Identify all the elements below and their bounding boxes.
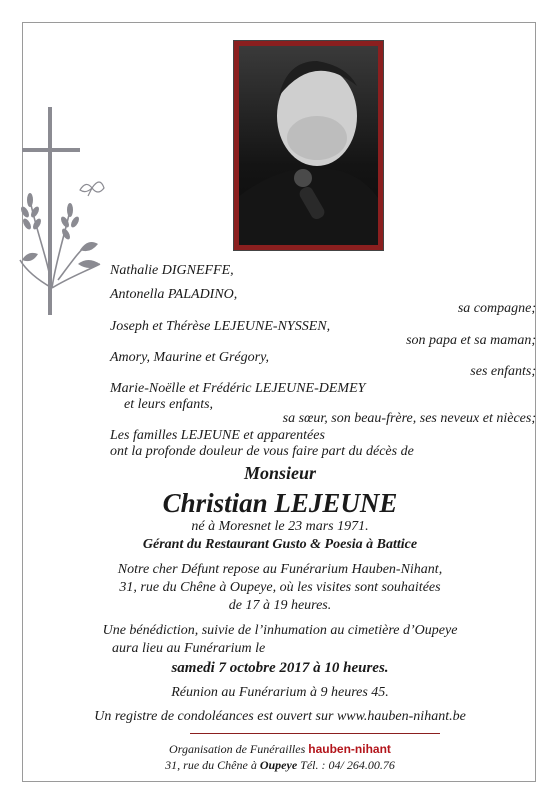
- family-role-1: sa compagne;: [457, 301, 536, 316]
- footer-address-street: 31, rue du Chêne à: [165, 758, 257, 772]
- footer-org-label: Organisation de Funérailles: [169, 742, 306, 756]
- ceremony-date: samedi 7 octobre 2017 à 10 heures.: [171, 660, 389, 676]
- family-role-3: ses enfants;: [470, 364, 536, 379]
- details-line-3: de 17 à 19 heures.: [228, 598, 332, 613]
- family-line-7: Les familles LEJEUNE et apparentées: [110, 428, 325, 443]
- deceased-name: Christian LEJEUNE: [162, 488, 398, 518]
- occupation: Gérant du Restaurant Gusto & Poesia à Battice: [142, 537, 418, 552]
- condolence-registry: Un registre de condoléances est ouvert sur www.hauben-nihant.be: [94, 709, 466, 724]
- details-line-4: Une bénédiction, suivie de l’inhumation au cimetière d’Oupeye: [102, 623, 458, 638]
- family-line-5: Marie-Noëlle et Frédéric LEJEUNE-DEMEY: [110, 381, 366, 396]
- brand-logo: hauben-nihant: [308, 742, 391, 756]
- footer-address: [0, 757, 560, 773]
- portrait-photo: [239, 46, 378, 245]
- portrait-frame: [233, 40, 384, 251]
- family-role-2: son papa et sa maman;: [406, 333, 536, 348]
- details-line-2: 31, rue du Chêne à Oupeye, où les visites sont souhaitées: [119, 580, 441, 595]
- cross-bar: [22, 148, 80, 152]
- family-line-2: Antonella PALADINO,: [110, 287, 238, 302]
- footer-address-city: Oupeye: [259, 758, 298, 772]
- family-line-3: Joseph et Thérèse LEJEUNE-NYSSEN,: [110, 319, 331, 334]
- meeting-info: Réunion au Funérarium à 9 heures 45.: [171, 685, 389, 700]
- honorific: Monsieur: [243, 463, 317, 483]
- family-line-6: et leurs enfants,: [124, 397, 214, 412]
- birth-info: né à Moresnet le 23 mars 1971.: [191, 519, 369, 534]
- details-line-1: Notre cher Défunt repose au Funérarium Hauben-Nihant,: [117, 562, 443, 577]
- wheat-flower-icon: [18, 160, 108, 290]
- details-line-5: aura lieu au Funérarium le: [112, 641, 266, 656]
- footer-phone: Tél. : 04/ 264.00.76: [300, 758, 395, 772]
- family-line-8: ont la profonde douleur de vous faire part du décès de: [110, 444, 414, 459]
- footer-organisation: [0, 741, 560, 757]
- family-line-4: Amory, Maurine et Grégory,: [110, 350, 270, 365]
- family-role-4: sa sœur, son beau-frère, ses neveux et nièces;: [282, 411, 536, 426]
- footer-divider: [190, 733, 440, 734]
- family-line-1: Nathalie DIGNEFFE,: [110, 263, 234, 278]
